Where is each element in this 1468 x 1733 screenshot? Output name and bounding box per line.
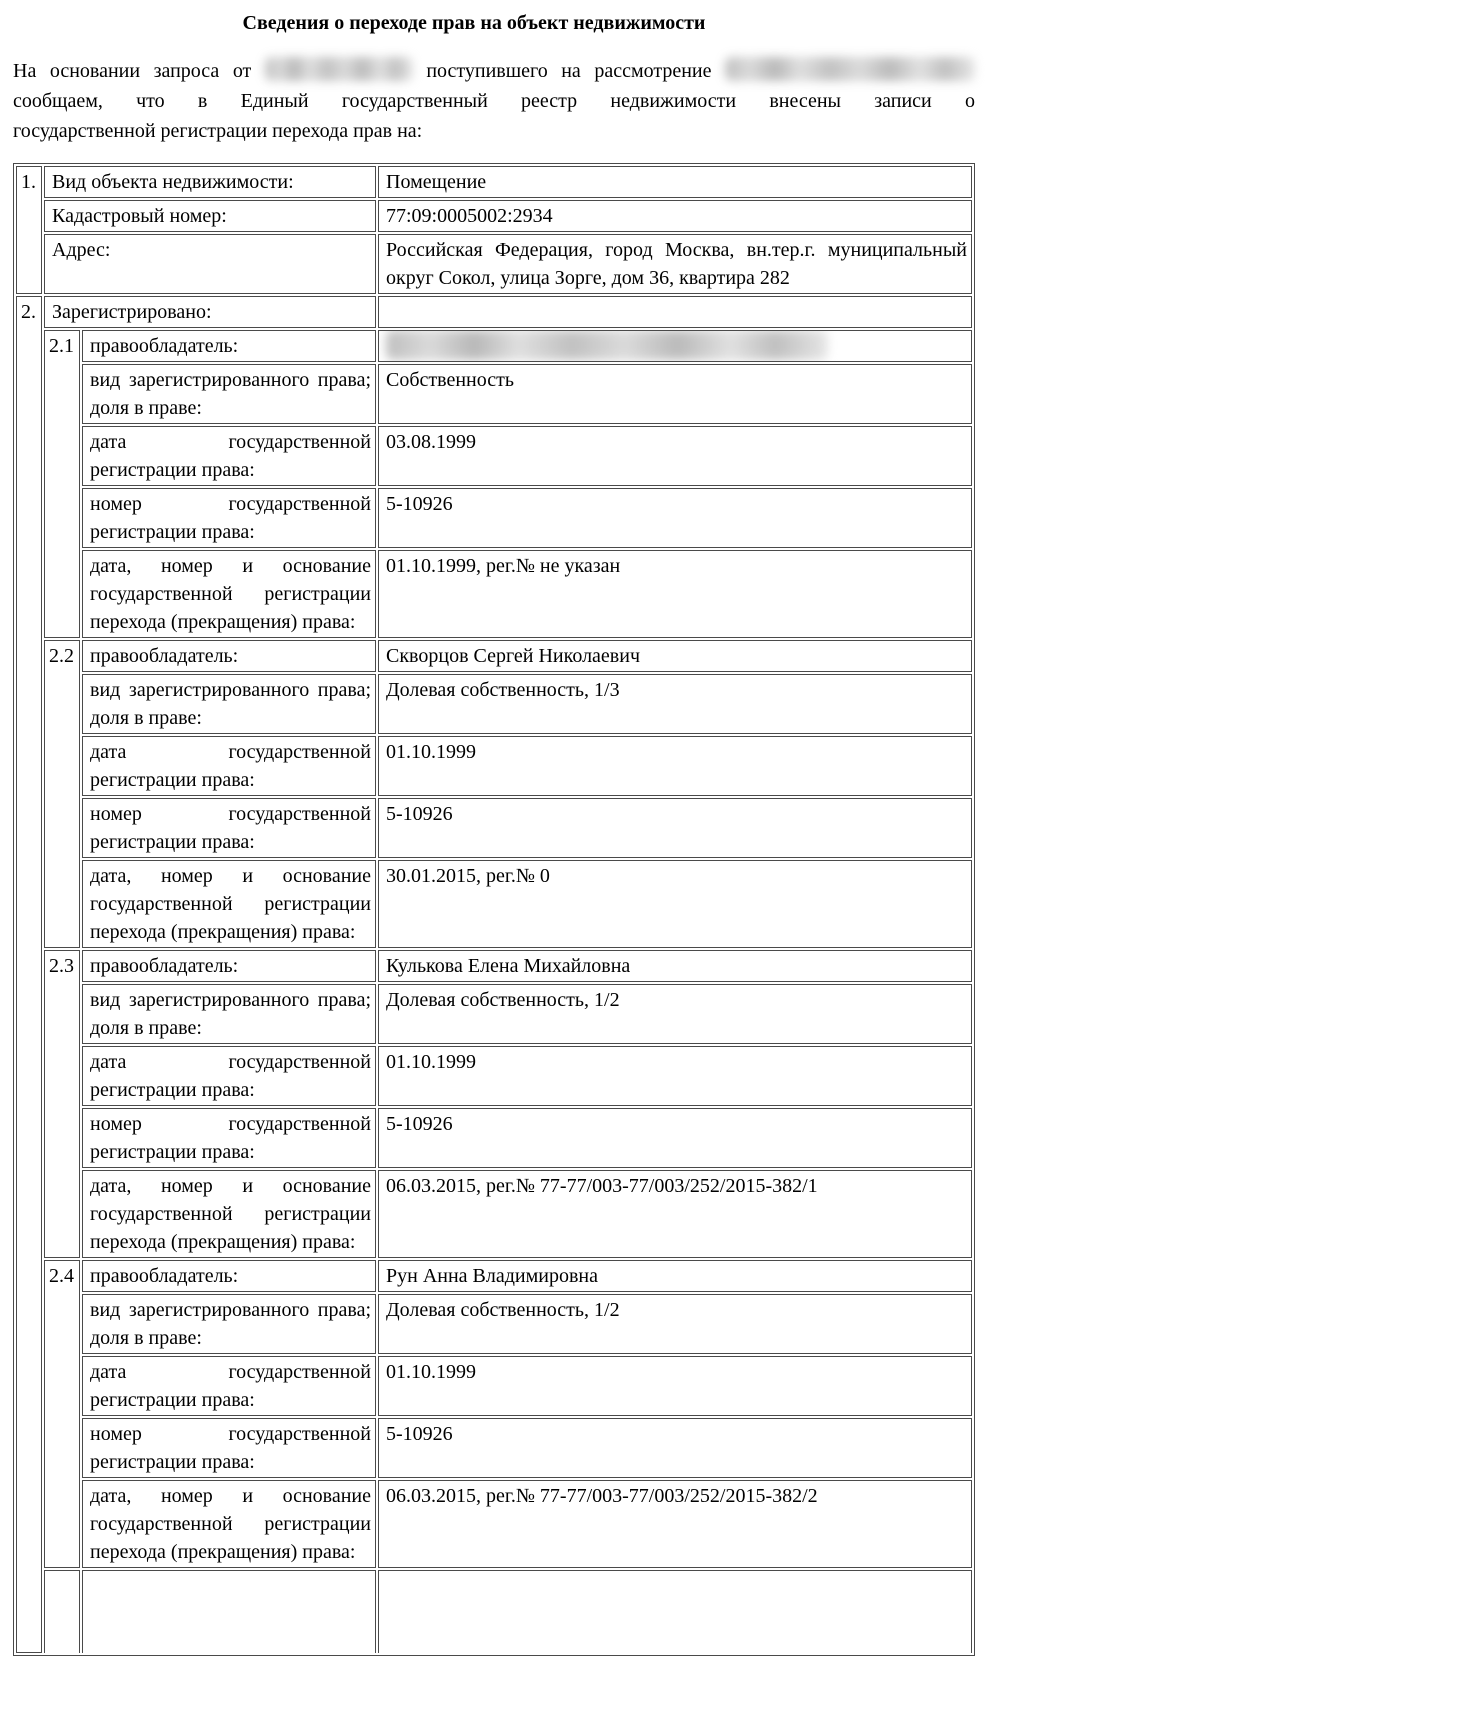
section-number: 2. (16, 296, 42, 1653)
row-value: Долевая собственность, 1/3 (378, 674, 972, 734)
row-label (82, 1570, 376, 1653)
intro-line-3: государственной регистрации перехода прав на: (13, 120, 423, 142)
row-label: дата, номер и основание государственной регистрации перехода (прекращения) права: (82, 550, 376, 638)
row-label: номер государственной регистрации права: (82, 1418, 376, 1478)
section2-header-label: Зарегистрировано: (44, 296, 376, 328)
entry-row (16, 488, 972, 548)
row-label: дата, номер и основание государственной регистрации перехода (прекращения) права: (82, 860, 376, 948)
entry-row (16, 1046, 972, 1106)
entry-number: 2.4 (44, 1260, 80, 1568)
intro-paragraph (13, 56, 975, 146)
intro-text-before-redaction: На основании запроса от (13, 60, 252, 82)
entry-row (16, 550, 972, 638)
row-label: дата, номер и основание государственной регистрации перехода (прекращения) права: (82, 1480, 376, 1568)
row-label: вид зарегистрированного права; доля в праве: (82, 984, 376, 1044)
entry-row (16, 1170, 972, 1258)
document-title: Сведения о переходе прав на объект недвижимости (242, 12, 706, 34)
row-value: 01.10.1999 (378, 1356, 972, 1416)
redacted-recipient (725, 57, 975, 81)
row-value (378, 296, 972, 328)
row-label: номер государственной регистрации права: (82, 1108, 376, 1168)
row-value: 5-10926 (378, 1418, 972, 1478)
row-value (378, 1570, 972, 1653)
section-number: 1. (16, 166, 42, 294)
row-label: дата, номер и основание государственной регистрации перехода (прекращения) права: (82, 1170, 376, 1258)
entry-number: 2.3 (44, 950, 80, 1258)
section1-row (16, 166, 972, 198)
row-value: 01.10.1999 (378, 1046, 972, 1106)
entry-row (16, 798, 972, 858)
entry-row (16, 1418, 972, 1478)
row-value: Долевая собственность, 1/2 (378, 1294, 972, 1354)
row-label: Вид объекта недвижимости: (44, 166, 376, 198)
row-label: дата государственной регистрации права: (82, 426, 376, 486)
row-value: Долевая собственность, 1/2 (378, 984, 972, 1044)
row-label: номер государственной регистрации права: (82, 488, 376, 548)
row-value: Собственность (378, 364, 972, 424)
row-value: 5-10926 (378, 1108, 972, 1168)
row-value (378, 330, 972, 362)
row-label: номер государственной регистрации права: (82, 798, 376, 858)
entry-row (16, 1260, 972, 1292)
entry-row (16, 736, 972, 796)
entry-number: 2.1 (44, 330, 80, 638)
row-label: вид зарегистрированного права; доля в праве: (82, 364, 376, 424)
document-content (13, 8, 975, 1656)
row-label: вид зарегистрированного права; доля в праве: (82, 1294, 376, 1354)
row-value: 06.03.2015, рег.№ 77-77/003-77/003/252/2015-382/1 (378, 1170, 972, 1258)
entry-row (16, 674, 972, 734)
row-value: Российская Федерация, город Москва, вн.тер.г. муниципальный округ Сокол, улица Зорге, дом 36, квартира 282 (378, 234, 972, 294)
entry-row (16, 950, 972, 982)
entry-number (44, 1570, 80, 1653)
entry-row (16, 1480, 972, 1568)
redacted-request-date (265, 57, 413, 81)
intro-line-1 (13, 56, 975, 86)
row-label: правообладатель: (82, 640, 376, 672)
row-value: Кулькова Елена Михайловна (378, 950, 972, 982)
row-label: правообладатель: (82, 330, 376, 362)
entry-row (16, 1108, 972, 1168)
entry-row (16, 1294, 972, 1354)
intro-line-2: сообщаем, что в Единый государственный реестр недвижимости внесены записи о (13, 90, 975, 112)
row-value: 06.03.2015, рег.№ 77-77/003-77/003/252/2015-382/2 (378, 1480, 972, 1568)
entry-row (16, 860, 972, 948)
row-label: дата государственной регистрации права: (82, 736, 376, 796)
row-label: правообладатель: (82, 950, 376, 982)
row-label: Адрес: (44, 234, 376, 294)
row-label: вид зарегистрированного права; доля в праве: (82, 674, 376, 734)
row-value: 01.10.1999, рег.№ не указан (378, 550, 972, 638)
cutoff-row (16, 1570, 972, 1653)
redacted-rightholder-name (386, 330, 828, 360)
row-value: 01.10.1999 (378, 736, 972, 796)
row-value: Помещение (378, 166, 972, 198)
row-value: 77:09:0005002:2934 (378, 200, 972, 232)
row-value: 5-10926 (378, 798, 972, 858)
entry-number: 2.2 (44, 640, 80, 948)
row-label: дата государственной регистрации права: (82, 1046, 376, 1106)
intro-text-middle: поступившего на рассмотрение (426, 60, 712, 82)
row-label: Кадастровый номер: (44, 200, 376, 232)
entry-row (16, 1356, 972, 1416)
entry-row (16, 330, 972, 362)
entry-row (16, 640, 972, 672)
section2-header-row (16, 296, 972, 328)
entry-row (16, 364, 972, 424)
entry-row (16, 984, 972, 1044)
row-value: Скворцов Сергей Николаевич (378, 640, 972, 672)
row-label: правообладатель: (82, 1260, 376, 1292)
section1-row (16, 200, 972, 232)
rights-transfer-table (13, 163, 975, 1656)
row-value: 5-10926 (378, 488, 972, 548)
row-value: Рун Анна Владимировна (378, 1260, 972, 1292)
entry-row (16, 426, 972, 486)
row-label: дата государственной регистрации права: (82, 1356, 376, 1416)
row-value: 30.01.2015, рег.№ 0 (378, 860, 972, 948)
row-value: 03.08.1999 (378, 426, 972, 486)
section1-row (16, 234, 972, 294)
